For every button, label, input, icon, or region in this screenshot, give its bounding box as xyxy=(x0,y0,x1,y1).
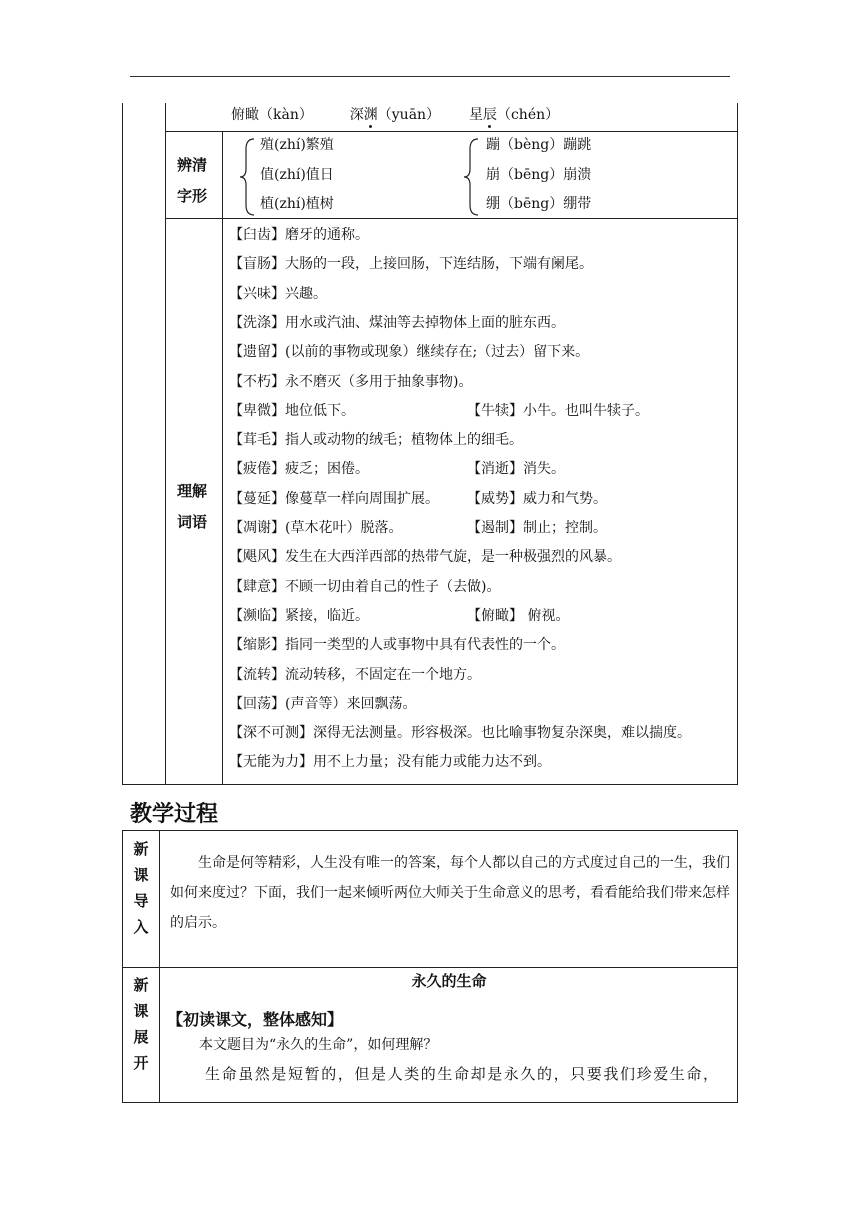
bianqing-label-1: 辨清 xyxy=(177,156,208,174)
vocab-entry: 【兴味】兴趣。 xyxy=(229,286,327,302)
reading-answer: 生命虽然是短暂的，但是人类的生命却是永久的，只要我们珍爱生命， xyxy=(205,1065,720,1083)
left-group-item-2: 值(zhí)值日 xyxy=(260,167,334,183)
left-group-item-1: 殖(zhí)繁殖 xyxy=(260,137,334,153)
lesson-title: 永久的生命 xyxy=(411,972,487,990)
left-brace xyxy=(238,137,258,217)
intro-text: 生命是何等精彩，人生没有唯一的答案，每个人都以自己的方式度过自己的一生，我们如何来度过？下面，我们一起来倾听两位大师关于生命意义的思考，看看能给我们带来怎样的启示。 xyxy=(170,855,730,931)
left-group-item-3: 植(zhí)植树 xyxy=(260,196,334,212)
vocab-entry: 【深不可测】深得无法测量。形容极深。也比喻事物复杂深奥，难以揣度。 xyxy=(229,725,691,741)
vocab-entry: 【回荡】(声音等）来回飘荡。 xyxy=(229,696,417,712)
vocab-entry: 【盲肠】大肠的一段，上接回肠，下连结肠，下端有阑尾。 xyxy=(229,256,593,272)
vocab-entry: 【臼齿】磨牙的通称。 xyxy=(229,227,369,243)
pinyin-row xyxy=(231,107,559,123)
vocab-entry-right: 【威势】威力和气势。 xyxy=(467,491,607,507)
vocab-entry: 【遗留】(以前的事物或现象）继续存在;（过去）留下来。 xyxy=(229,344,590,360)
vocab-entry-right: 【消逝】消失。 xyxy=(467,461,565,477)
lijie-label-2: 词语 xyxy=(177,513,208,531)
vocab-entry: 【无能为力】用不上力量；没有能力或能力达不到。 xyxy=(229,754,551,770)
vocab-entry: 【茸毛】指人或动物的绒毛；植物体上的细毛。 xyxy=(229,432,523,448)
section-title: 教学过程 xyxy=(130,802,219,827)
reading-subhead: 【初读课文，整体感知】 xyxy=(167,1010,344,1029)
lijie-label-1: 理解 xyxy=(177,482,208,500)
vocab-entry: 【卑微】地位低下。 xyxy=(229,403,355,419)
vocab-entry: 【飓风】发生在大西洋西部的热带气旋，是一种极强烈的风暴。 xyxy=(229,549,621,565)
reading-question: 本文题目为“永久的生命”，如何理解？ xyxy=(199,1037,438,1053)
vocab-entry-right: 【遏制】制止；控制。 xyxy=(467,520,607,536)
bianqing-label-2: 字形 xyxy=(177,187,208,205)
header-rule xyxy=(130,76,730,77)
vocab-entry-right: 【俯瞰】 俯视。 xyxy=(467,608,570,624)
pinyin-word-3: 星辰（chén） xyxy=(468,107,560,123)
vocab-entry: 【缩影】指同一类型的人或事物中具有代表性的一个。 xyxy=(229,637,565,653)
vocab-entry: 【濒临】紧接，临近。 xyxy=(229,608,369,624)
intro-label: 新 课 导 入 xyxy=(133,840,149,936)
vocab-entry: 【肆意】不顾一切由着自己的性子（去做)。 xyxy=(229,579,501,595)
vocab-entry: 【凋谢】(草木花叶）脱落。 xyxy=(229,520,403,536)
vocab-entry: 【流转】流动转移，不固定在一个地方。 xyxy=(229,667,481,683)
vocab-entry-right: 【牛犊】小牛。也叫牛犊子。 xyxy=(467,403,649,419)
pinyin-word-1: 俯瞰（kàn） xyxy=(231,107,313,123)
pinyin-word-2: 深渊（yuān） xyxy=(349,107,441,123)
vocab-entry: 【疲倦】疲乏；困倦。 xyxy=(229,461,369,477)
right-group-item-3: 绷（bēng）绷带 xyxy=(486,196,592,212)
vocab-entry: 【不朽】永不磨灭（多用于抽象事物)。 xyxy=(229,374,473,390)
right-group-item-2: 崩（bēng）崩溃 xyxy=(486,167,592,183)
develop-label: 新 课 展 开 xyxy=(133,976,149,1072)
vocab-entry: 【蔓延】像蔓草一样向周围扩展。 xyxy=(229,491,439,507)
vocab-entry: 【洗涤】用水或汽油、煤油等去掉物体上面的脏东西。 xyxy=(229,315,565,331)
right-group-item-1: 蹦（bèng）蹦跳 xyxy=(486,137,592,153)
right-brace xyxy=(462,137,482,217)
